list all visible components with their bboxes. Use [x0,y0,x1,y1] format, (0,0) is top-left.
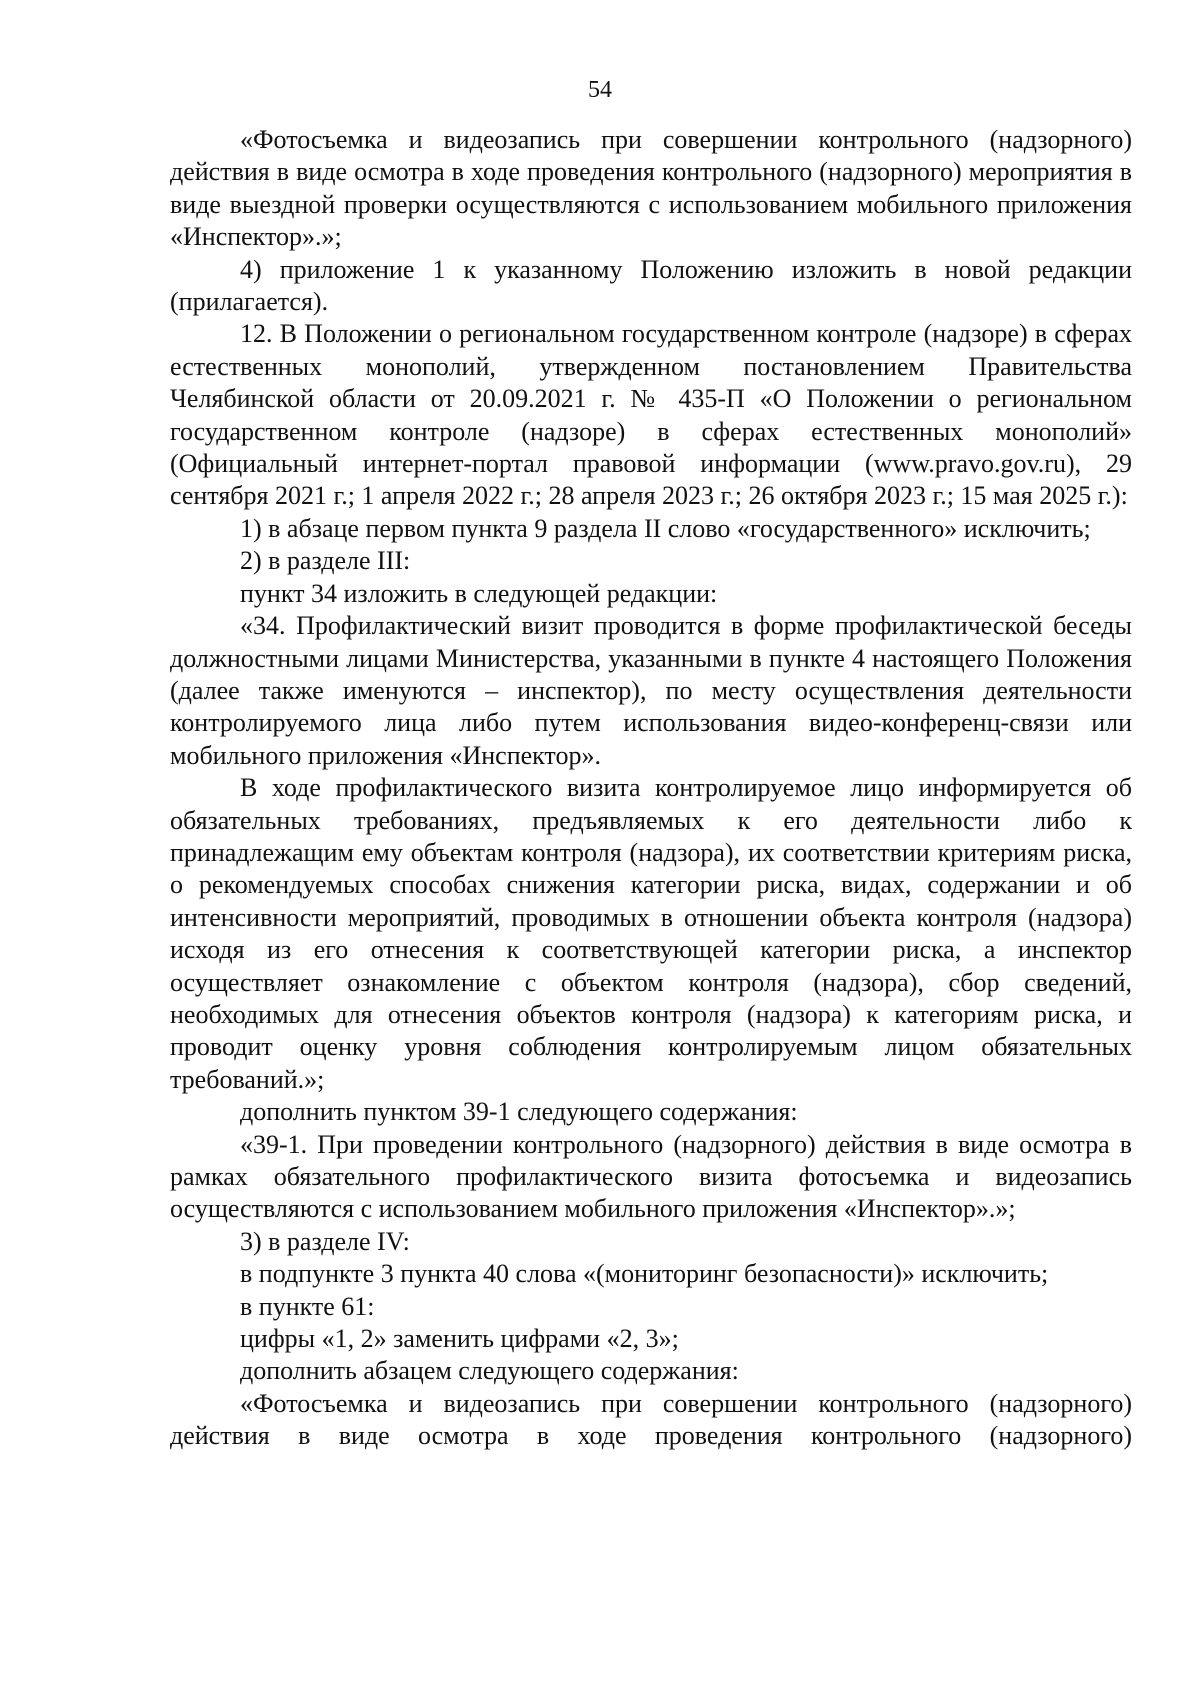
paragraph: «39-1. При проведении контрольного (надзорного) действия в виде осмотра в рамках обязательного профилактического визита фотосъемка и видеозапись осуществляются с использованием мобильного приложения «Инспектор».»; [170,1129,1132,1224]
paragraph: В ходе профилактического визита контролируемое лицо информируется об обязательных требованиях, предъявляемых к его деятельности либо к принадлежащим ему объектам контроля (надзора), их соответствии критериям риска, о рекомендуемых способах снижения категории риска, видах, содержании и об интенсивности мероприятий, проводимых в отношении объекта контроля (надзора) исходя из его отнесения к соответствующей категории риска, а инспектор осуществляет ознакомление с объектом контроля (надзора), сбор сведений, необходимых для отнесения объектов контроля (надзора) к категориям риска, и проводит оценку уровня соблюдения контролируемым лицом обязательных требований.»; [170,773,1132,1094]
paragraph: пункт 34 изложить в следующей редакции: [240,578,718,608]
paragraph: 1) в абзаце первом пункта 9 раздела II слово «государственного» исключить; [240,513,1091,543]
paragraph: 12. В Положении о региональном государственном контроле (надзоре) в сферах естественных монополий, утвержденном постановлением Правительства Челябинской области от 20.09.2021 г. № 435-П «О Положении о региональном государственном контроле (надзоре) в сферах естественных монополий» (Официальный интернет-портал правовой информации (www.pravo.gov.ru), 29 сентября 2021 г.; 1 апреля 2022 г.; 28 апреля 2023 г.; 26 октября 2023 г.; 15 мая 2025 г.): [170,319,1132,511]
document-body [170,124,1132,1453]
paragraph: цифры «1, 2» заменить цифрами «2, 3»; [240,1324,679,1354]
paragraph: дополнить абзацем следующего содержания: [240,1356,739,1386]
paragraph: «34. Профилактический визит проводится в форме профилактической беседы должностными лицами Министерства, указанными в пункте 4 настоящего Положения (далее также именуются – инспектор), по месту осуществления деятельности контролируемого лица либо путем использования видео-конференц-связи или мобильного приложения «Инспектор». [170,611,1132,770]
paragraph: 2) в разделе III: [240,546,411,576]
paragraph: в подпункте 3 пункта 40 слова «(мониторинг безопасности)» исключить; [240,1259,1049,1289]
paragraph: «Фотосъемка и видеозапись при совершении контрольного (надзорного) действия в виде осмотра в ходе проведения контрольного (надзорного) [170,1388,1132,1451]
paragraph: в пункте 61: [240,1291,375,1321]
paragraph: 3) в разделе IV: [240,1226,410,1256]
paragraph: 4) приложение 1 к указанному Положению изложить в новой редакции (прилагается). [170,254,1132,317]
paragraph: дополнить пунктом 39-1 следующего содержания: [240,1097,798,1127]
paragraph: «Фотосъемка и видеозапись при совершении контрольного (надзорного) действия в виде осмотра в ходе проведения контрольного (надзорного) мероприятия в виде выездной проверки осуществляются с использованием мобильного приложения «Инспектор».»; [170,125,1132,252]
page-number: 54 [588,77,612,103]
